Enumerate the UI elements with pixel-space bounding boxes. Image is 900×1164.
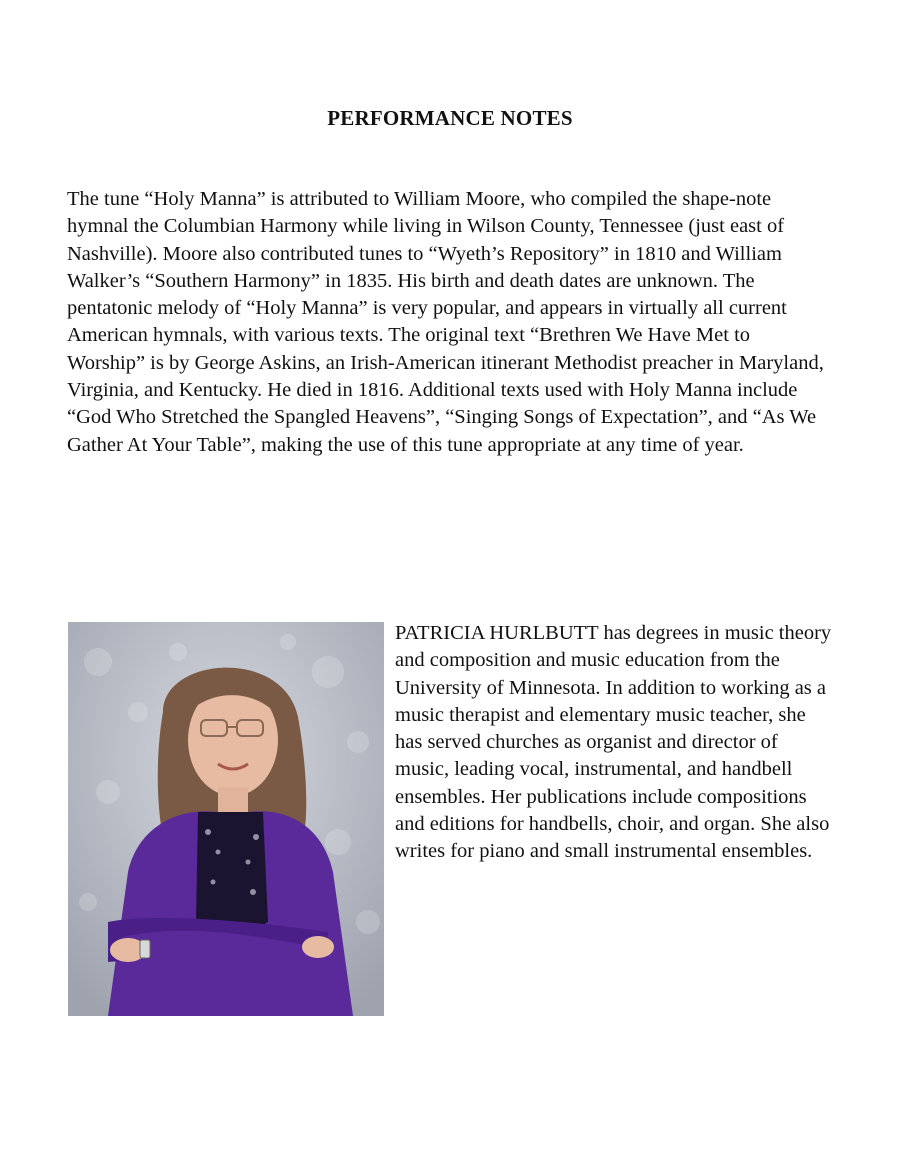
page-title: PERFORMANCE NOTES — [327, 106, 573, 130]
portrait-icon — [68, 622, 384, 1016]
performance-notes-paragraph: The tune “Holy Manna” is attributed to William Moore, who compiled the shape-note hymnal the Columbian Harmony while living in Wilson County, Tennessee (just east of Nashville). Moore also contributed tunes to “Wyeth’s Repository” in 1810 and William Walker’s “Southern Harmony” in 1835. His birth and death dates are unknown. The pentatonic melody of “Holy Manna” is very popular, and appears in virtually all current American hymnals, with various texts. The original text “Brethren We Have Met to Worship” is by George Askins, an Irish-American itinerant Methodist preacher in Maryland, Virginia, and Kentucky. He died in 1816. Additional texts used with Holy Manna include “God Who Stretched the Spangled Heavens”, “Singing Songs of Expectation”, and “As We Gather At Your Table”, making the use of this tune appropriate at any time of year. — [67, 188, 824, 456]
author-bio-paragraph: PATRICIA HURLBUTT has degrees in music theory and composition and music education from the University of Minnesota. In addition to working as a music therapist and elementary music teacher, she has served churches as organist and director of music, leading vocal, instrumental, and handbell ensembles. Her publications include compositions and editions for handbells, choir, and organ. She also writes for piano and small instrumental ensembles. — [395, 622, 832, 863]
author-portrait-photo — [68, 622, 384, 1016]
